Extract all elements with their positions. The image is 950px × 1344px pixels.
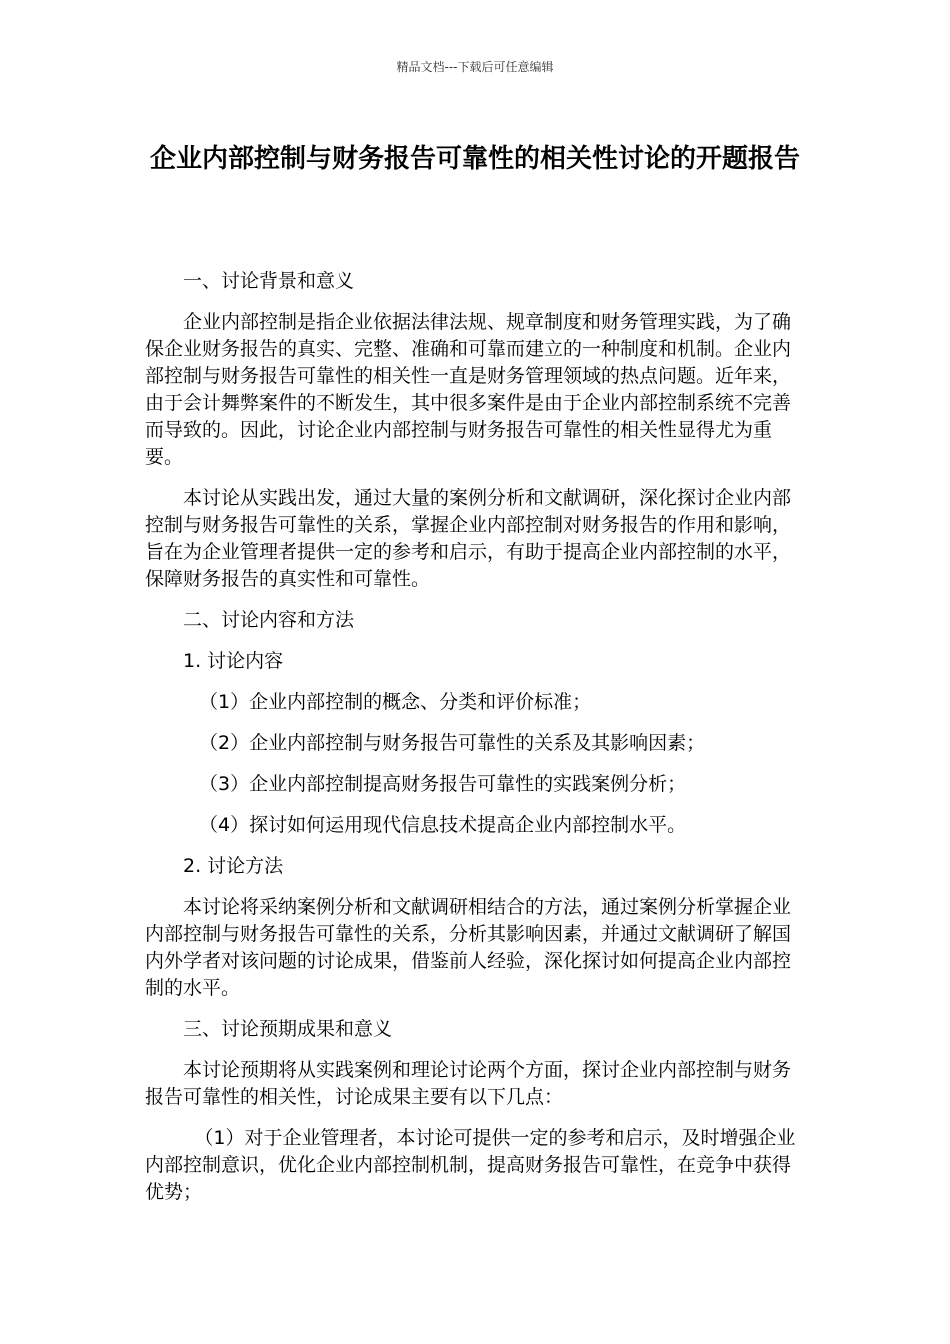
- section-heading-background: 一、讨论背景和意义: [183, 270, 355, 292]
- document-title: 企业内部控制与财务报告可靠性的相关性讨论的开题报告: [149, 144, 800, 174]
- paragraph-expected-1: 本讨论预期将从实践案例和理论讨论两个方面，探讨企业内部控制与财务报告可靠性的相关性，讨论成果主要有以下几点：: [145, 1059, 792, 1108]
- subheading-content: 1. 讨论内容: [183, 650, 284, 672]
- paragraph-method: 本讨论将采纳案例分析和文献调研相结合的方法，通过案例分析掌握企业内部控制与财务报告可靠性的关系，分析其影响因素，并通过文献调研了解国内外学者对该问题的讨论成果，借鉴前人经验，深化探讨如何提高企业内部控制的水平。: [145, 896, 792, 999]
- list-item: （1）企业内部控制的概念、分类和评价标准；: [199, 691, 592, 713]
- subheading-method: 2. 讨论方法: [183, 855, 284, 877]
- section-heading-expected-results: 三、讨论预期成果和意义: [183, 1018, 393, 1040]
- document-body: [145, 268, 807, 1220]
- paragraph-expected-2: （1）对于企业管理者，本讨论可提供一定的参考和启示，及时增强企业内部控制意识，优化企业内部控制机制，提高财务报告可靠性，在竞争中获得优势；: [145, 1127, 796, 1203]
- list-item: （4）探讨如何运用现代信息技术提高企业内部控制水平。: [199, 814, 687, 836]
- paragraph-background-1: 企业内部控制是指企业依据法律法规、规章制度和财务管理实践，为了确保企业财务报告的真实、完整、准确和可靠而建立的一种制度和机制。企业内部控制与财务报告可靠性的相关性一直是财务管理领域的热点问题。近年来，由于会计舞弊案件的不断发生，其中很多案件是由于企业内部控制系统不完善而导致的。因此，讨论企业内部控制与财务报告可靠性的相关性显得尤为重要。: [145, 311, 792, 468]
- section-heading-content-method: 二、讨论内容和方法: [183, 609, 355, 631]
- list-item: （2）企业内部控制与财务报告可靠性的关系及其影响因素；: [199, 732, 706, 754]
- list-item: （3）企业内部控制提高财务报告可靠性的实践案例分析；: [199, 773, 687, 795]
- paragraph-background-2: 本讨论从实践出发，通过大量的案例分析和文献调研，深化探讨企业内部控制与财务报告可靠性的关系，掌握企业内部控制对财务报告的作用和影响，旨在为企业管理者提供一定的参考和启示，有助于提高企业内部控制的水平，保障财务报告的真实性和可靠性。: [145, 487, 792, 590]
- header-note: 精品文档---下载后可任意编辑: [396, 60, 554, 74]
